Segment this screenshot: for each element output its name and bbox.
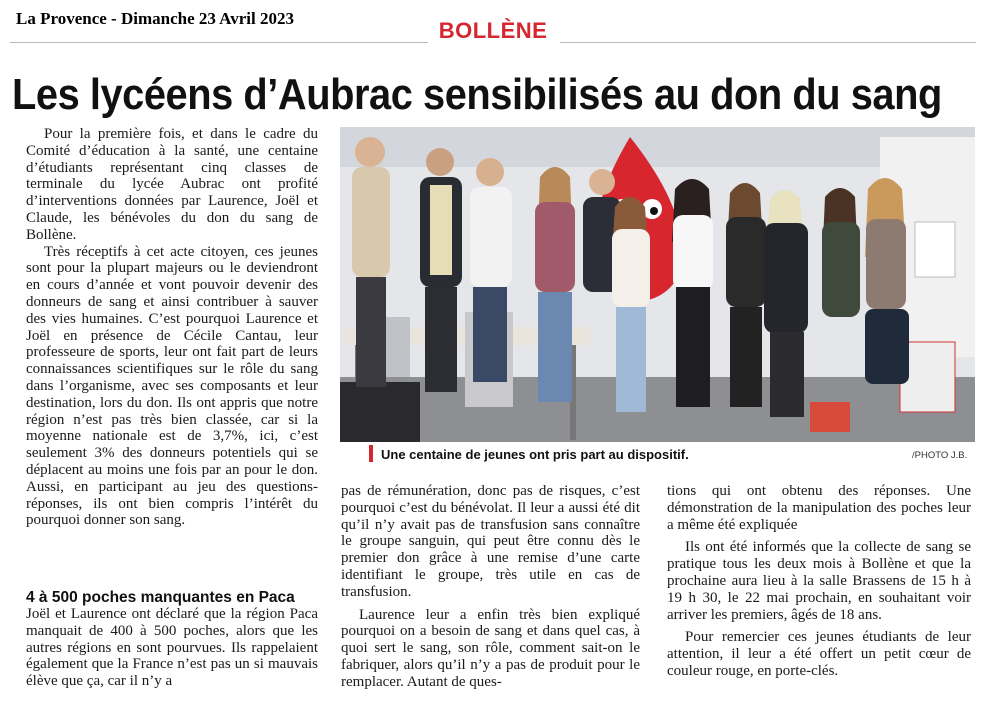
paragraph-thanks: Pour remercier ces jeunes étudiants de leur attention, il leur a été offert un petit cœur de couleur rouge, en porte-clés. bbox=[667, 629, 971, 679]
newspaper-masthead: La Provence - Dimanche 23 Avril 2023 bbox=[16, 9, 294, 28]
paragraph-explanation: Laurence leur a enfin très bien expliqué pourquoi on a besoin de sang et dans quel cas, à quoi sert le sang, son rôle, comment sait-on le fabriquer, alors qu’il n’y a pas de produit pour le remplacer. Autant de ques- bbox=[341, 606, 640, 690]
header-rule-left bbox=[10, 42, 428, 43]
section-label: BOLLÈNE bbox=[438, 18, 548, 43]
article-subheading: 4 à 500 poches manquantes en Paca bbox=[26, 589, 295, 606]
article-headline: Les lycéens d’Aubrac sensibilisés au don du sang bbox=[12, 70, 942, 119]
photo-credit: /PHOTO J.B. bbox=[912, 450, 968, 461]
article-photo bbox=[340, 127, 975, 442]
paragraph-continuation: pas de rémunération, donc pas de risques, c’est pourquoi c’est du bénévolat. Il leur a aussi été dit qu’il n’y avait pas de transfusion sans connaître le groupe sanguin, qui peut être connu dès le premier don grâce à une remise d’une carte identifiant le groupe, très utile en cas de transfusion. bbox=[341, 483, 640, 600]
paragraph-collection-info: Ils ont été informés que la collecte de sang se pratique tous les deux mois à Bollène et que la prochaine aura lieu à la salle Brassens de 15 h à 19 h 30, le 22 mai prochain, en souhaitant voir arriver les premiers, âgés de 18 ans. bbox=[667, 539, 971, 623]
article-column-1-continued bbox=[26, 606, 318, 690]
header-rule-right bbox=[560, 42, 976, 43]
paragraph-continuation-2: tions qui ont obtenu des réponses. Une démonstration de la manipulation des poches leur a même été expliquée bbox=[667, 483, 971, 533]
paragraph-body: Très réceptifs à cet acte citoyen, ces jeunes sont pour la plupart majeurs ou le deviendront en cours d’année et vont pouvoir devenir des donneurs de sang et ainsi contribuer à sauver des vies humaines. C’est pourquoi Laurence et Joël en présence de Cécile Cantau, leur professeure de sports, leur ont fait part de leurs connaissances scientifiques sur le rôle du sang dans l’organisme, avec ses composants et leur destination, lors du don. Ils ont appris que notre région n’est pas très bien classée, car si la moyenne nationale est de 3,7%, ici, c’est seulement 3% des donneurs potentiels qui se déplacent au moins une fois par an pour le don. Aussi, en participant au jeu des questions-réponses, ils ont bien compris l’intérêt du pourquoi donner son sang. bbox=[26, 243, 318, 529]
article-column-1 bbox=[26, 126, 318, 529]
group-photo-illustration bbox=[340, 127, 975, 442]
photo-caption: Une centaine de jeunes ont pris part au dispositif. bbox=[381, 447, 689, 462]
paragraph-intro: Pour la première fois, et dans le cadre du Comité d’éducation à la santé, une centaine d’étudiants représentant cinq classes de terminale du lycée Aubrac ont profité d’interventions données par Laurence, Joël et Claude, les bénévoles du don du sang de Bollène. bbox=[26, 126, 318, 243]
caption-accent-bar bbox=[369, 445, 373, 462]
paragraph-paca: Joël et Laurence ont déclaré que la région Paca manquait de 400 à 500 poches, alors que les autres régions en sont pourvues. Ils rappelaient également que la France n’est pas un si mauvais élève que ça, car il n’y a bbox=[26, 606, 318, 690]
article-column-3 bbox=[667, 483, 971, 680]
article-column-2 bbox=[341, 483, 640, 691]
